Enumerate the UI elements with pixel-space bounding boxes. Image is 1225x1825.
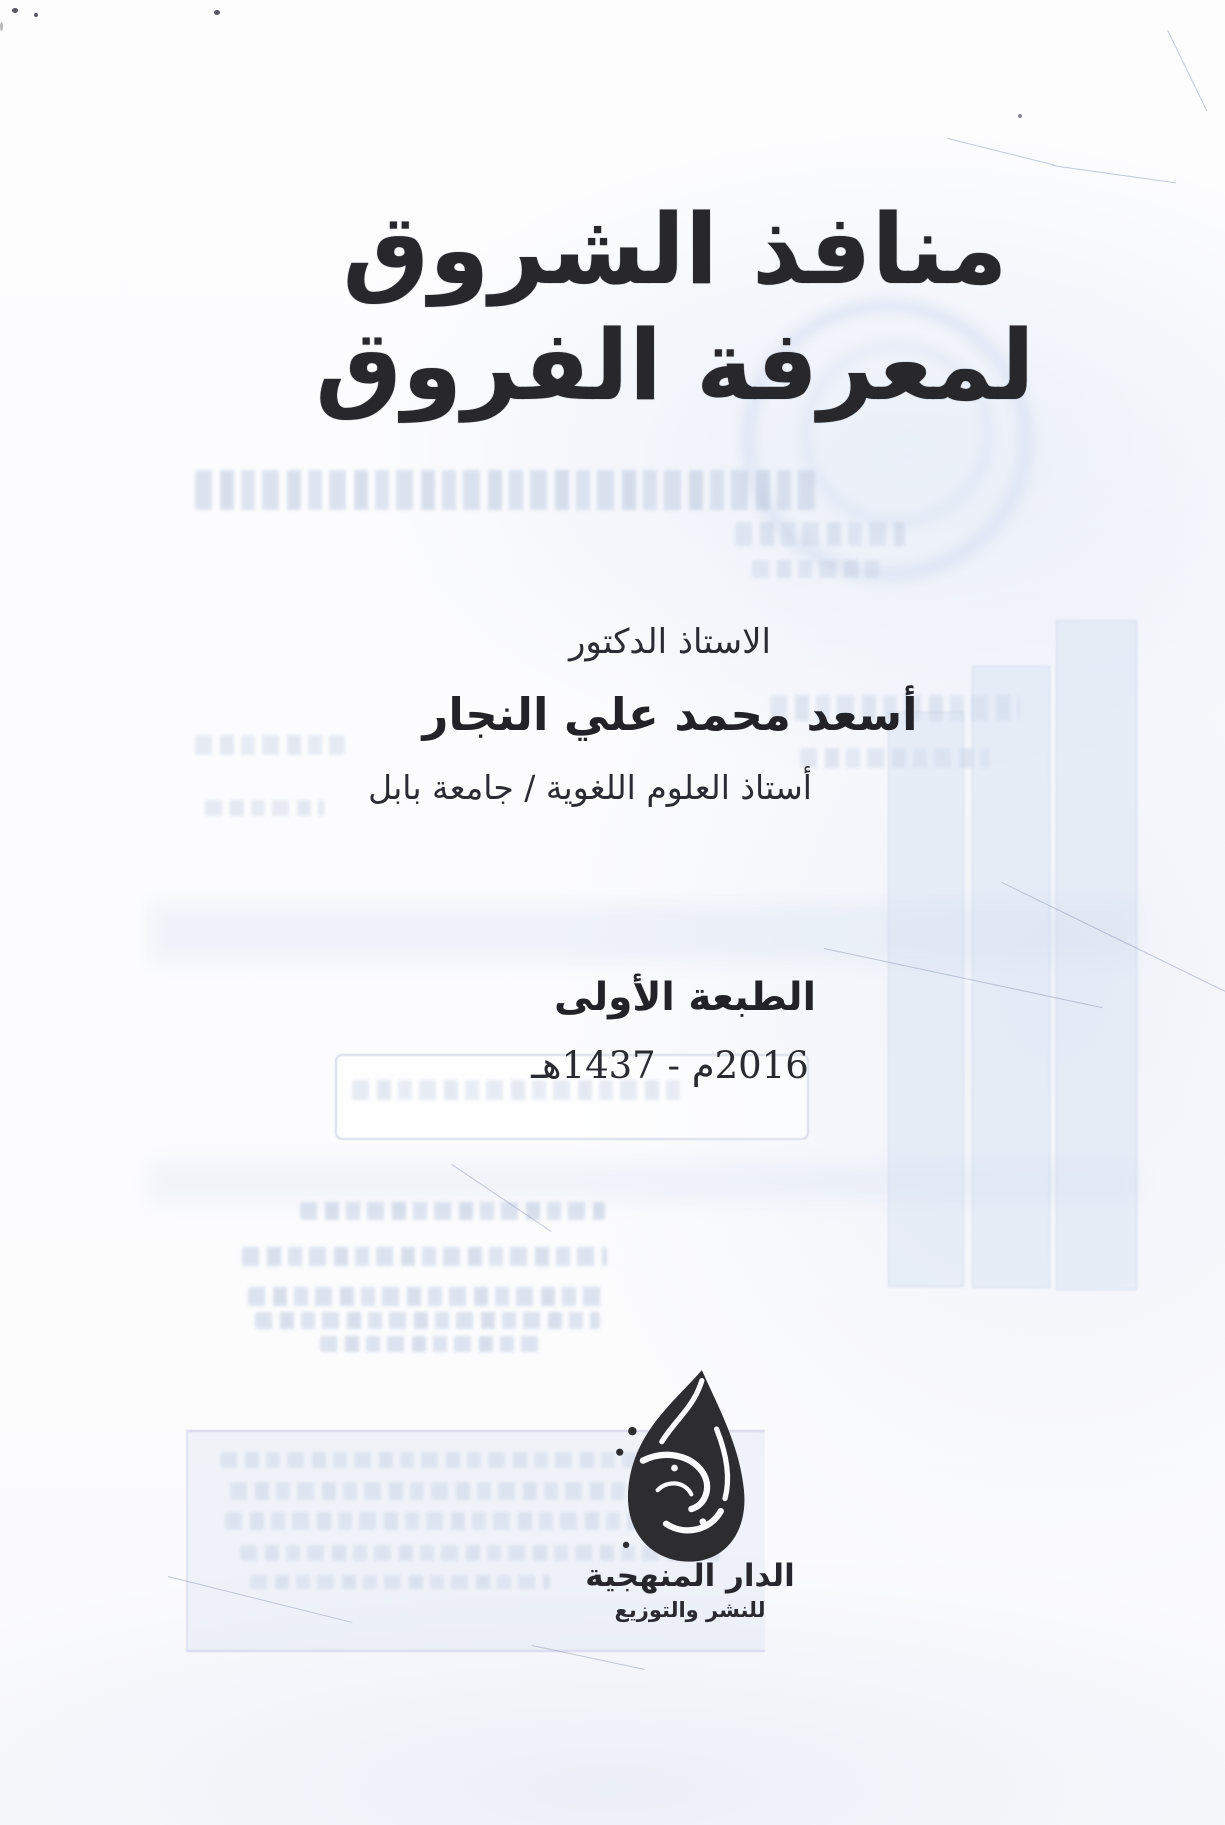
edition-label: الطبعة الأولى [554,975,816,1020]
bleedthrough-text [320,1336,545,1352]
bleedthrough-text [255,1312,600,1329]
crease-line [1167,30,1207,111]
publisher-tagline: للنشر والتوزيع [614,1598,766,1622]
bleedthrough-text [735,522,905,546]
bleedthrough-text [752,560,882,578]
crease-line [1052,165,1176,183]
bleedthrough-text [242,1247,607,1266]
scan-speck [214,10,220,15]
author-name: أسعد محمد علي النجار [422,688,918,741]
scan-speck [34,13,38,17]
book-title: منافذ الشروق لمعرفة الفروق [315,193,1035,423]
publisher-logo-icon [600,1368,770,1568]
scan-speck [12,8,18,13]
bleedthrough-text [248,1287,606,1306]
scan-speck [1018,114,1022,118]
bleedthrough-bar [972,666,1050,1288]
bleedthrough-text [195,470,815,510]
bleedthrough-bar [1056,620,1137,1290]
author-honorific: الاستاذ الدكتور [569,622,771,662]
author-affiliation: أستاذ العلوم اللغوية / جامعة بابل [368,768,812,807]
publisher-name: الدار المنهجية [585,1558,795,1594]
scan-speck [0,22,3,31]
bleedthrough-text [300,1202,605,1220]
bleedthrough-text [250,1575,550,1589]
edition-year: 2016م - 1437هـ [531,1044,809,1087]
bleedthrough-text [195,735,345,755]
crease-line [948,138,1055,166]
